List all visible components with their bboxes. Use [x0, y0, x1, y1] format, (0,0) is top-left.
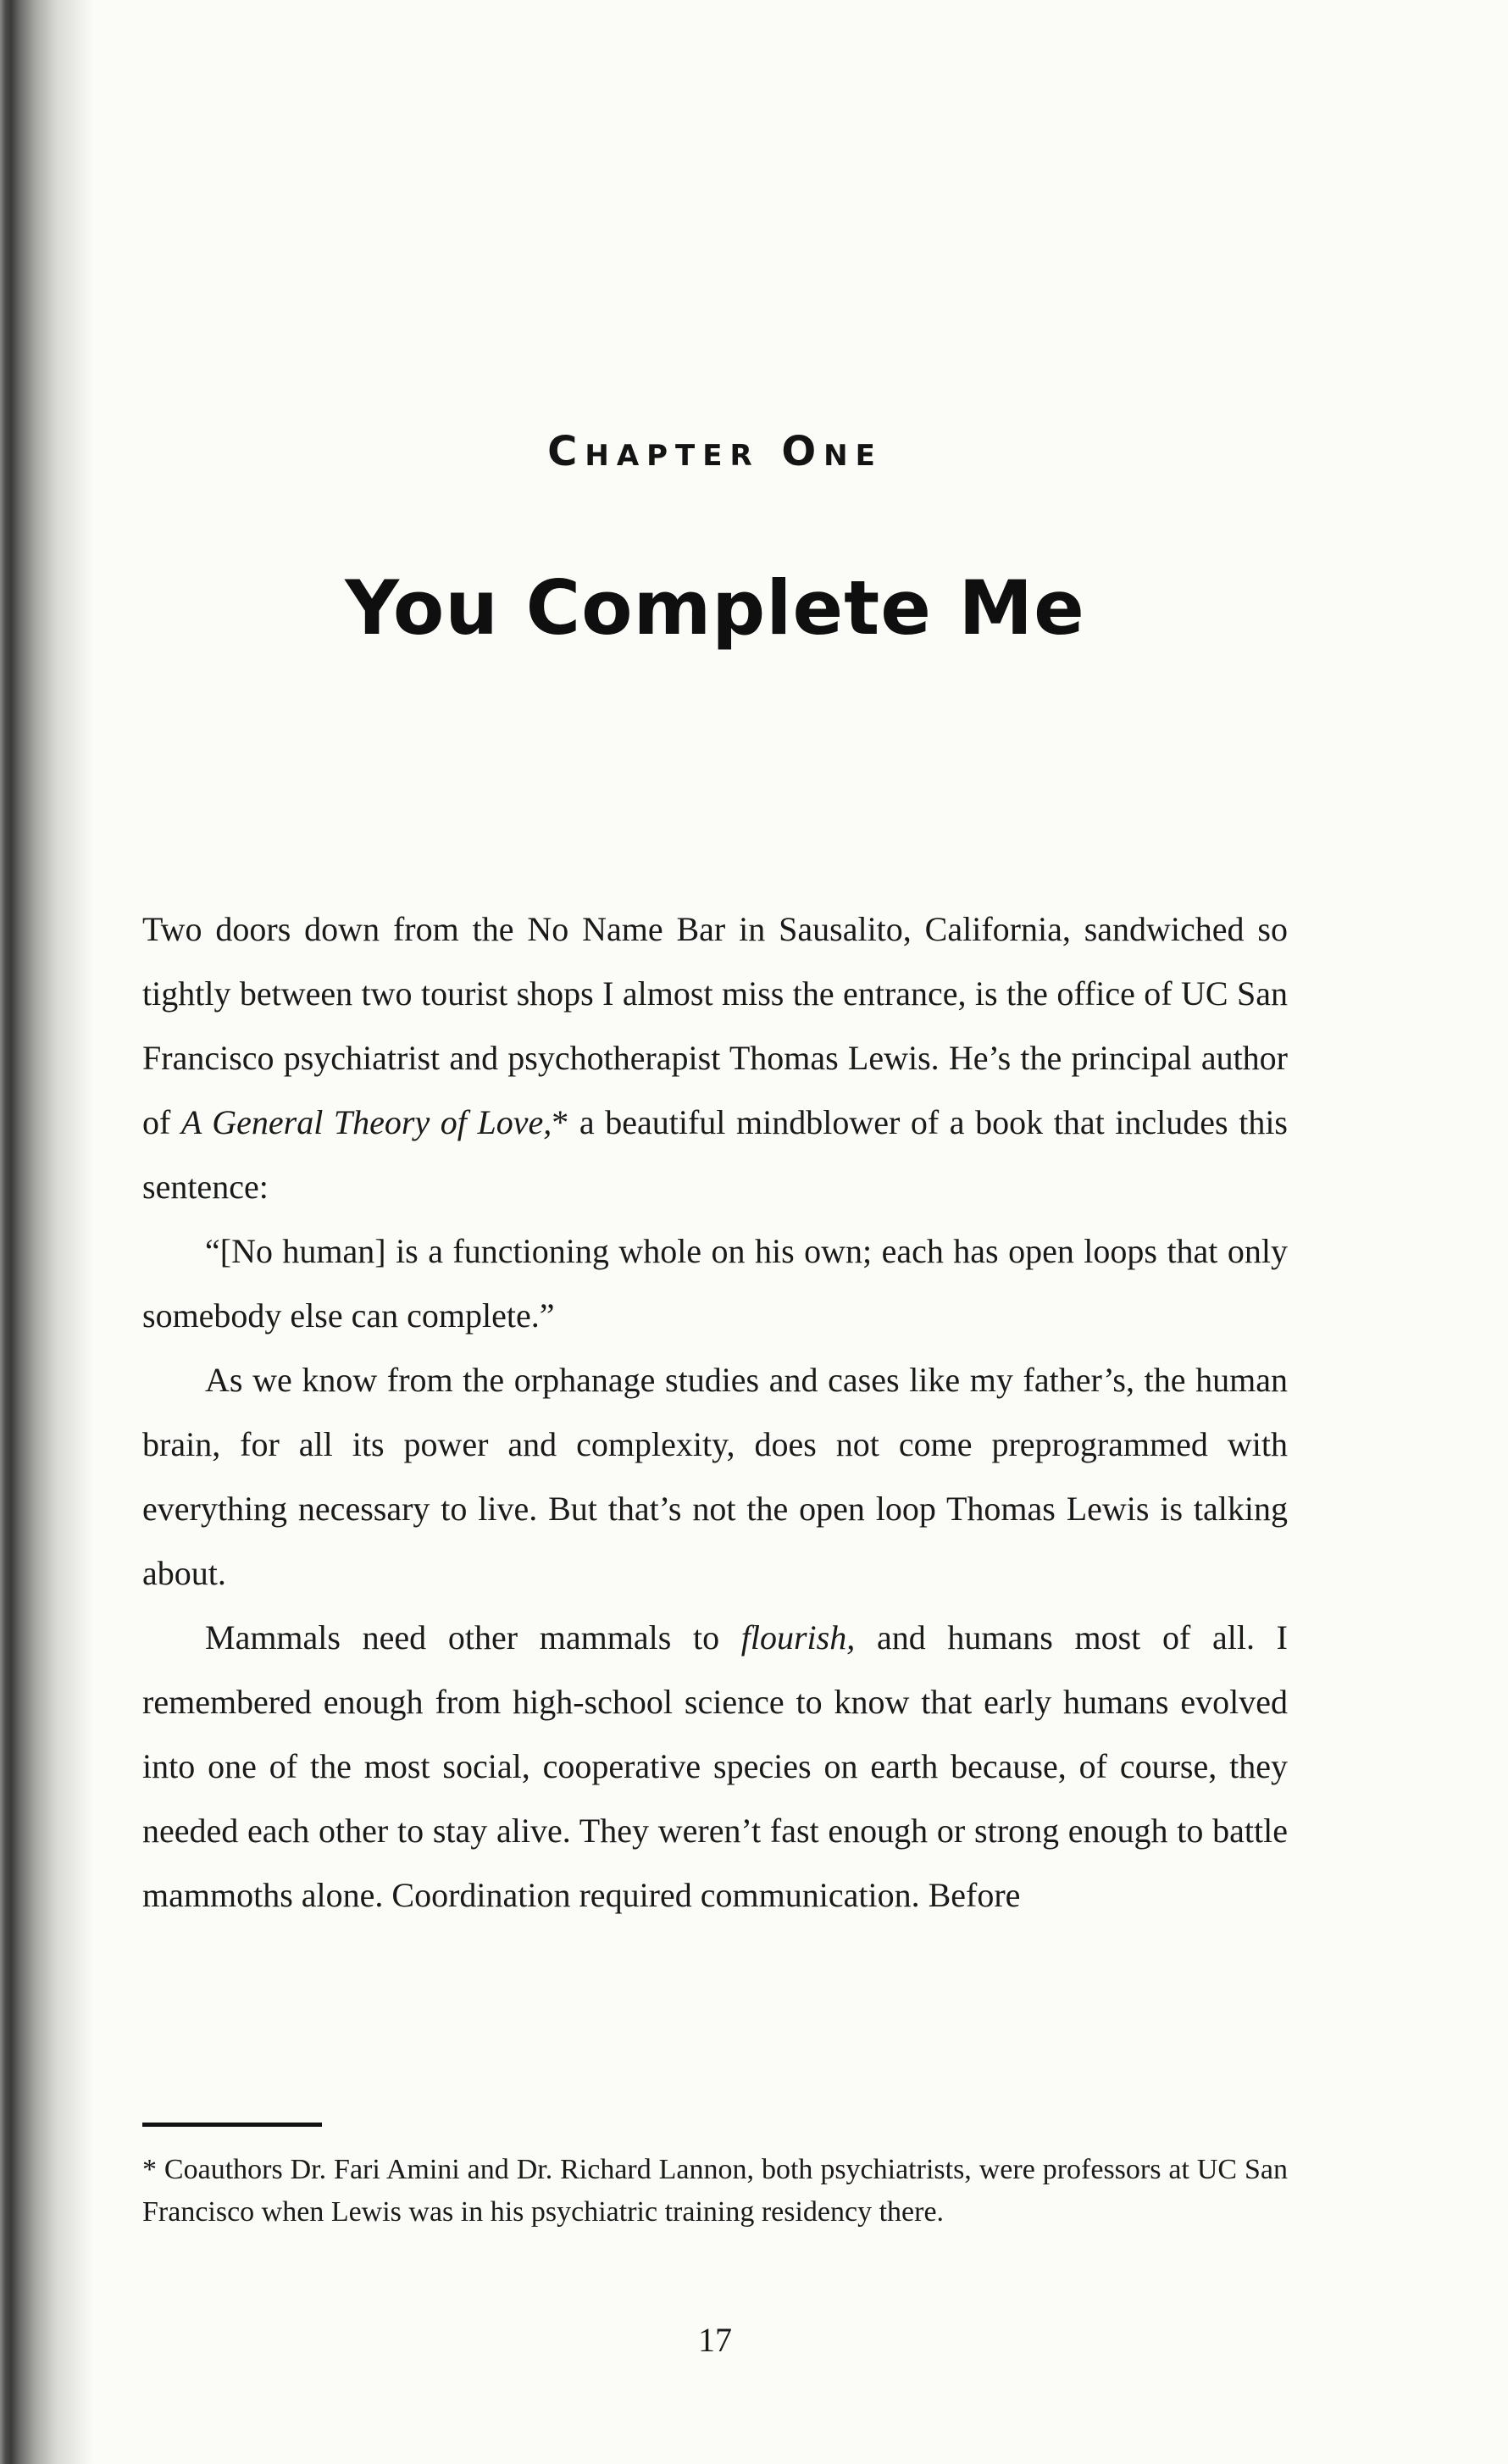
text-run: Mammals need other mammals to [205, 1618, 741, 1657]
page-gutter-shadow [0, 0, 93, 2464]
text-run: * a beautiful mindblower of a book that includes this sentence: [142, 1103, 1288, 1206]
page-content [142, 0, 1288, 1928]
italic-text-run: flourish, [740, 1618, 856, 1657]
text-run: Two doors down from the No Name Bar in Sausalito, California, sandwiched so tightly between two tourist shops I almost miss the entrance, is the office of UC San Francisco psychiatrist and psychotherapist Thomas Lewis. He’s the principal author of [142, 910, 1288, 1141]
page-number: 17 [698, 2321, 732, 2359]
footnote-rule [142, 2123, 322, 2127]
page-title: You Complete Me [345, 564, 1085, 652]
paragraph [142, 897, 1288, 1219]
paragraph [142, 1348, 1288, 1606]
body-text [142, 897, 1288, 1928]
text-run: “[No human] is a functioning whole on his own; each has open loops that only somebody else can complete.” [142, 1232, 1288, 1335]
paragraph [142, 1606, 1288, 1928]
italic-text-run: A General Theory of Love, [180, 1103, 552, 1141]
text-run: As we know from the orphanage studies and cases like my father’s, the human brain, for all its power and complexity, does not come preprogrammed with everything necessary to live. But that’s not the open loop Thomas Lewis is talking about. [142, 1361, 1288, 1592]
footnote [142, 2123, 1288, 2234]
footnote-text: * Coauthors Dr. Fari Amini and Dr. Richard Lannon, both psychiatrists, were professors at UC San Francisco when Lewis was in his psychiatric training residency there. [142, 2154, 1288, 2228]
paragraph [142, 1219, 1288, 1348]
chapter-label: Chapter One [547, 428, 883, 475]
text-run: and humans most of all. I remembered enough from high-school science to know that early humans evolved into one of the most social, cooperative species on earth because, of course, they needed each other to stay alive. They weren’t fast enough or strong enough to battle mammoths alone. Coordination required communication. Before [142, 1618, 1288, 1914]
